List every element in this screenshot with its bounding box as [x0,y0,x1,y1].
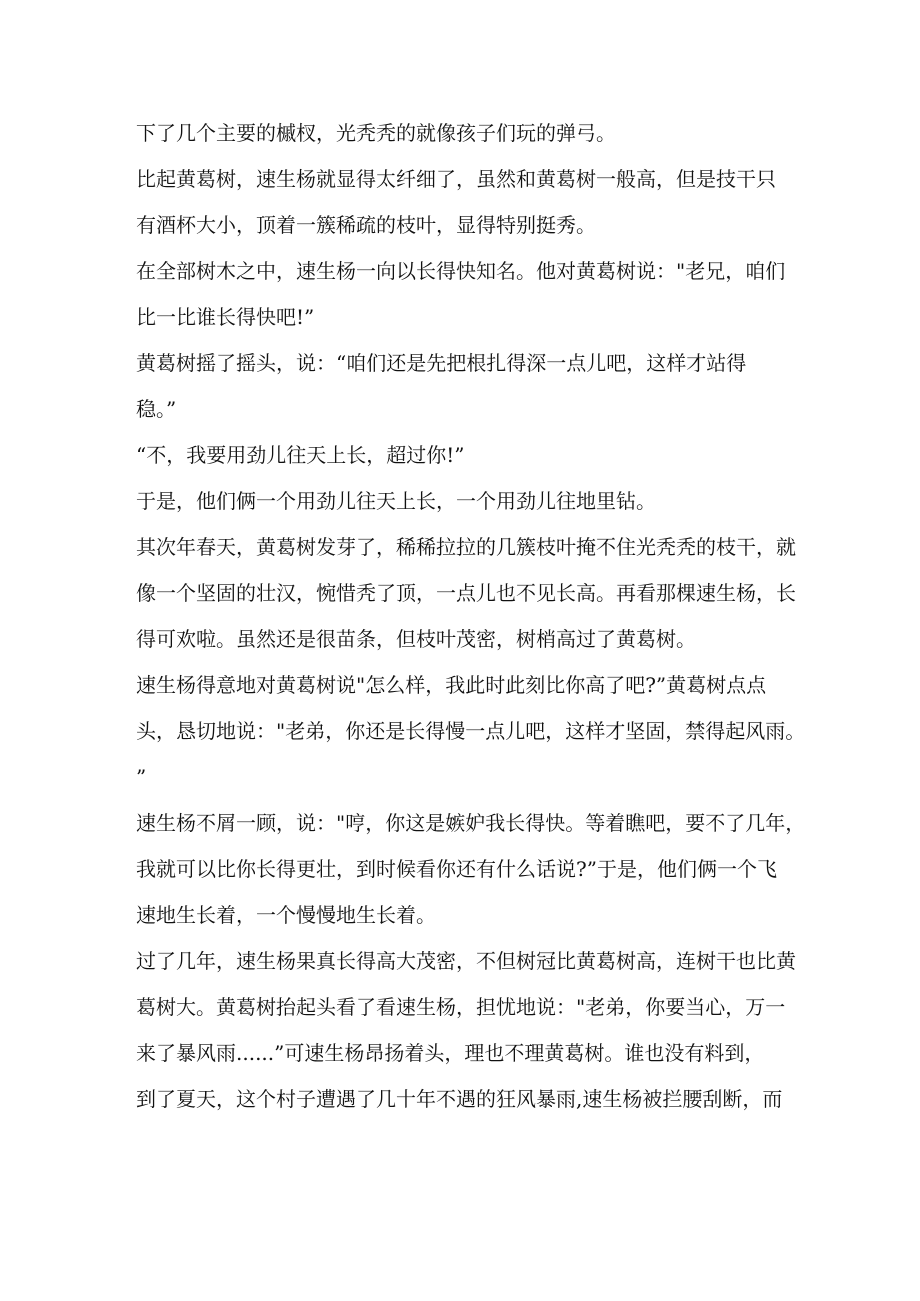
text-line: 我就可以比你长得更壮，到时候看你还有什么话说?”于是，他们俩一个飞 [136,857,777,881]
document-text-body [136,110,816,1122]
text-line: 比起黄葛树，速生杨就显得太纤细了，虽然和黄葛树一般高，但是技干只 [136,167,776,191]
text-line: 速生杨不屑一顾，说："哼，你这是嫉妒我长得快。等着瞧吧，要不了几年， [136,811,806,835]
text-line: 其次年春天，黄葛树发芽了，稀稀拉拉的几簇枝叶掩不住光秃秃的枝干，就 [136,535,796,559]
text-line: 有酒杯大小，顶着一簇稀疏的枝叶，显得特别挺秀。 [136,213,596,237]
text-line: 于是，他们俩一个用劲儿往天上长，一个用劲儿往地里钻。 [136,489,656,513]
text-line: 到了夏天，这个村子遭遇了几十年不遇的狂风暴雨,速生杨被拦腰刮断，而 [136,1087,783,1111]
text-line: ” [136,765,147,789]
text-line: 在全部树木之中，速生杨一向以长得快知名。他对黄葛树说："老兄，咱们 [136,259,786,283]
text-line: 速生杨得意地对黄葛树说"怎么样，我此时此刻比你高了吧?”黄葛树点点 [136,673,767,697]
text-line: 黄葛树摇了摇头，说：“咱们还是先把根扎得深一点儿吧，这样才站得 [136,351,747,375]
text-line: “不，我要用劲儿往天上长，超过你!” [136,443,465,467]
text-line: 葛树大。黄葛树抬起头看了看速生杨，担忧地说："老弟，你要当心，万一 [136,995,786,1019]
text-line: 像一个坚固的壮汉，惋惜秃了顶，一点儿也不见长高。再看那棵速生杨，长 [136,581,796,605]
text-line: 过了几年，速生杨果真长得高大茂密，不但树冠比黄葛树高，连树干也比黄 [136,949,796,973]
text-line: 头，恳切地说："老弟，你还是长得慢一点儿吧，这样才坚固，禁得起风雨。 [136,719,806,743]
text-line: 稳。” [136,397,177,421]
text-line: 得可欢啦。虽然还是很苗条，但枝叶茂密，树梢高过了黄葛树。 [136,627,696,651]
text-line: 来了暴风雨......”可速生杨昂扬着头，理也不理黄葛树。谁也没有料到， [136,1041,765,1065]
text-line: 比一比谁长得快吧!” [136,305,315,329]
text-line: 下了几个主要的槭杈，光秃秃的就像孩子们玩的弹弓。 [136,121,616,145]
text-line: 速地生长着，一个慢慢地生长着。 [136,903,436,927]
